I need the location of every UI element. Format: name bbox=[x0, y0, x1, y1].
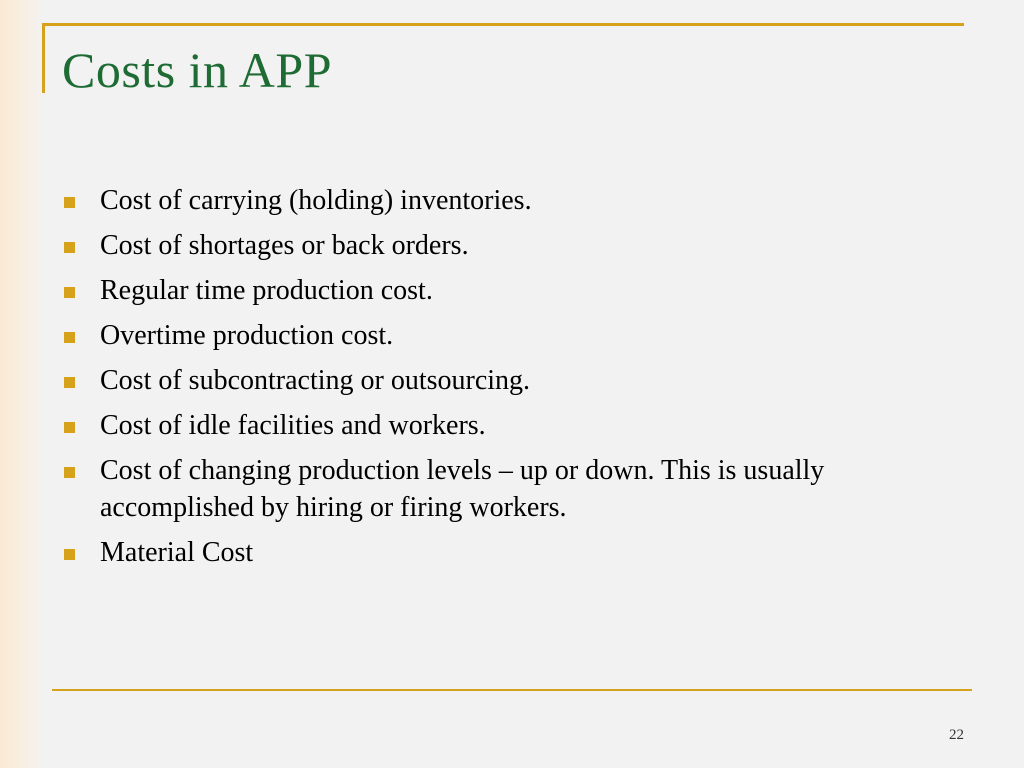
square-bullet-icon bbox=[64, 287, 75, 298]
square-bullet-icon bbox=[64, 377, 75, 388]
title-frame-left-line bbox=[42, 23, 45, 93]
bullet-text: Cost of changing production levels – up or down. This is usually accomplished by hiring or firing workers. bbox=[100, 455, 825, 523]
square-bullet-icon bbox=[64, 332, 75, 343]
square-bullet-icon bbox=[64, 549, 75, 560]
bullet-item bbox=[62, 272, 922, 309]
left-edge-gradient bbox=[0, 0, 44, 768]
square-bullet-icon bbox=[64, 242, 75, 253]
bullet-text: Overtime production cost. bbox=[100, 320, 394, 351]
bullet-item bbox=[62, 407, 922, 444]
bullet-list bbox=[62, 182, 922, 579]
bullet-item bbox=[62, 227, 922, 264]
title-frame-top-line bbox=[42, 23, 964, 26]
bullet-text: Material Cost bbox=[100, 537, 254, 568]
bullet-item bbox=[62, 317, 922, 354]
square-bullet-icon bbox=[64, 422, 75, 433]
bullet-item bbox=[62, 182, 922, 219]
square-bullet-icon bbox=[64, 467, 75, 478]
bullet-text: Cost of idle facilities and workers. bbox=[100, 410, 486, 441]
bullet-item bbox=[62, 452, 922, 526]
bullet-item bbox=[62, 534, 922, 571]
bullet-text: Cost of carrying (holding) inventories. bbox=[100, 185, 532, 216]
square-bullet-icon bbox=[64, 197, 75, 208]
bullet-item bbox=[62, 362, 922, 399]
bullet-text: Cost of subcontracting or outsourcing. bbox=[100, 365, 531, 396]
footer-divider bbox=[52, 689, 972, 691]
bullet-text: Cost of shortages or back orders. bbox=[100, 230, 469, 261]
slide-title: Costs in APP bbox=[62, 42, 333, 98]
bullet-text: Regular time production cost. bbox=[100, 275, 433, 306]
page-number: 22 bbox=[949, 727, 964, 743]
